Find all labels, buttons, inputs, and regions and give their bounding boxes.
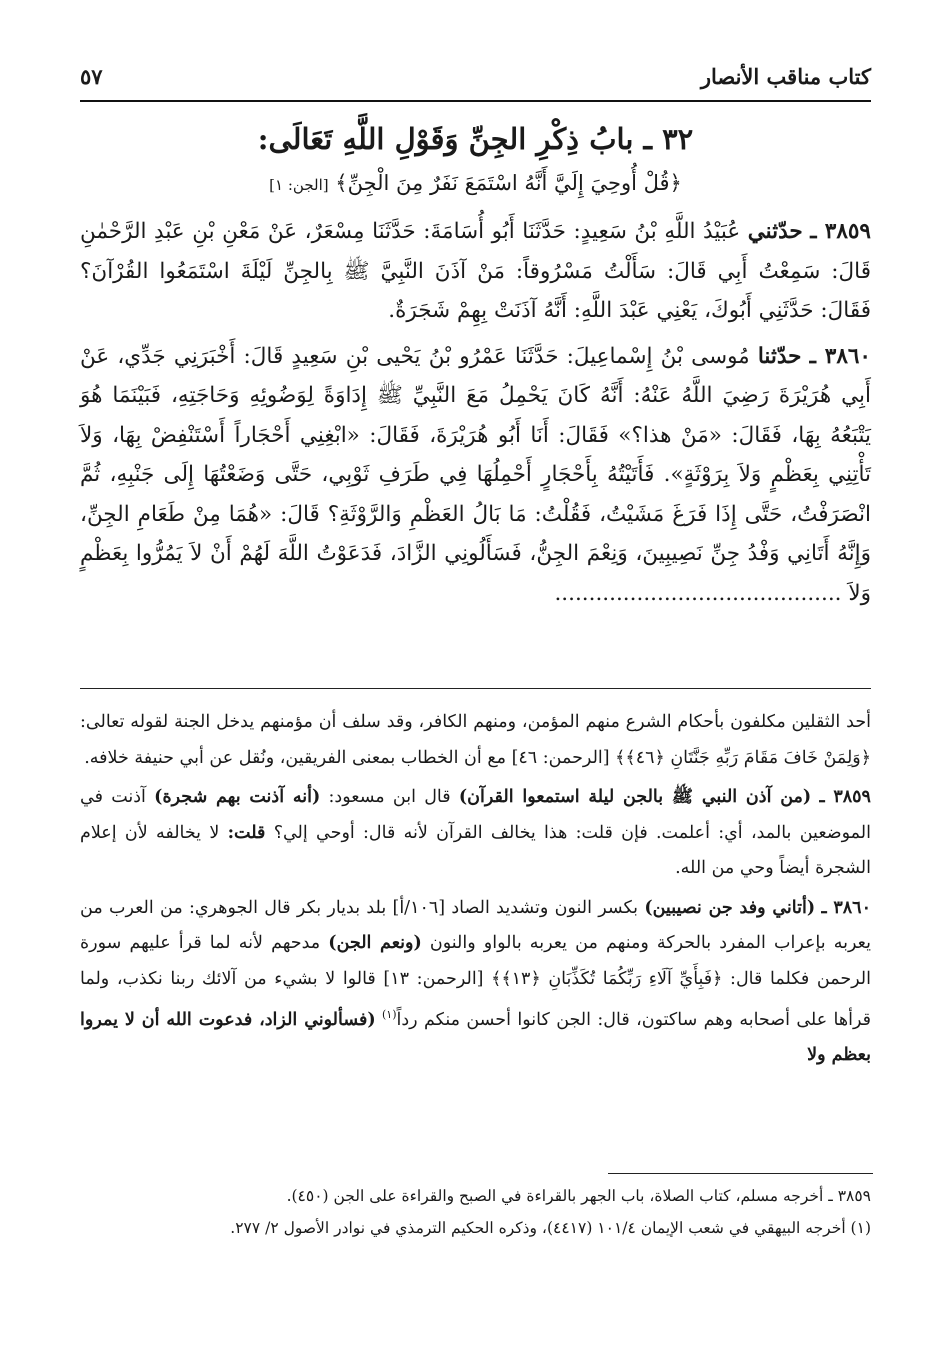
commentary-text: قال ابن مسعود: <box>328 787 451 807</box>
hadith-number: ٣٨٦٠ ـ <box>809 343 871 369</box>
commentary-lemma: (من آذن النبي ﷺ بالجن ليلة استمعوا القرآن) <box>458 787 812 807</box>
hadith-text <box>80 212 871 619</box>
footnote-divider <box>608 1173 873 1174</box>
verse-reference: [الجن: ١] <box>269 176 329 194</box>
commentary-lemma: (ونعم الجن) <box>328 933 422 953</box>
footnote-marker[interactable]: (١) <box>382 1008 397 1021</box>
hadith-opening: حدّثني <box>747 219 803 244</box>
commentary-number: ٣٨٥٩ ـ <box>819 787 871 807</box>
hadith-body: عُبَيْدُ اللَّهِ بْنُ سَعِيدٍ: حَدَّثَنَا أَبُو أُسَامَةَ: حَدَّثَنَا مِسْعَرٌ، عَنْ مَعْنِ بْنِ عَبْدِ الرَّحْمٰنِ قَالَ: سَمِعْتُ أَبِي قَالَ: سَأَلْتُ مَسْرُوقاً: مَنْ آذَنَ النَّبِيَّ ﷺ بِالجِنِّ لَيْلَةَ اسْتَمَعُوا القُرْآنَ؟ فَقَالَ: حَدَّثَنِي أَبُوكَ، يَعْنِي عَبْدَ اللَّهِ: أَنَّهُ آذَنَتْ بِهِمْ شَجَرَةٌ. <box>80 219 871 323</box>
commentary-text: لا يخالفه لأن إعلام الشجرة أيضاً وحي من الله. <box>80 822 871 878</box>
commentary-paragraph <box>80 780 871 887</box>
commentary-text: مدحهم لأنه لما قرأ عليهم سورة الرحمن فكلما قال: ﴿فَبِأَيِّ آلَاءِ رَبِّكُمَا تُكَذِّبَانِ ﴿١٣﴾﴾ [الرحمن: ١٣] قالوا لا بشيء من آلائك ربنا نكذب، ولما قرأها على أصحابه وهم ساكتون، قال: الجن كانوا أحسن منكم رداً <box>80 933 871 1030</box>
commentary-number: ٣٨٦٠ ـ <box>821 897 871 918</box>
chapter-verse <box>80 166 871 202</box>
footnotes <box>80 1180 871 1244</box>
commentary-paragraph <box>80 891 871 1074</box>
hadith-opening: حدّثنا <box>757 343 802 369</box>
hadith-paragraph <box>80 212 871 331</box>
commentary-qult: قلت: <box>227 822 266 843</box>
footnote: (١) أخرجه البيهقي في شعب الإيمان ١٠١/٤ (٤٤١٧)، وذكره الحكيم الترمذي في نوادر الأصول ٢/ ٢٧٧. <box>230 1219 871 1237</box>
commentary-divider <box>80 688 871 689</box>
page-number: ٥٧ <box>80 63 103 89</box>
hadith-number: ٣٨٥٩ ـ <box>810 219 871 244</box>
commentary <box>80 705 871 1078</box>
hadith-paragraph <box>80 337 871 614</box>
footnote: ٣٨٥٩ ـ أخرجه مسلم، كتاب الصلاة، باب الجهر بالقراءة في الصبح والقراءة على الجن (٤٥٠). <box>286 1187 871 1205</box>
commentary-lemma: (فسألوني الزاد، فدعوت الله أن لا يمروا بعظم ولا <box>80 1009 871 1066</box>
hadith-body: مُوسى بْنُ إِسْماعِيلَ: حَدَّثَنَا عَمْرُو بْنُ يَحْيى بْنِ سَعِيدٍ قَالَ: أَخْبَرَنِي جَدِّي، عَنْ أَبِي هُرَيْرَةَ رَضِيَ اللَّهُ عَنْهُ: أَنَّهُ كَانَ يَحْمِلُ مَعَ النَّبِيِّ ﷺ إِدَاوَةً لِوَضُوئِهِ وَحَاجَتِهِ، فَبَيْنَمَا هُوَ يَتْبَعُهُ بِهَا، فَقَالَ: «مَنْ هذا؟» فَقَالَ: أَنَا أَبُو هُرَيْرَةَ، فَقَالَ: «ابْغِنِي أَحْجَاراً أَسْتَنْفِضْ بِهَا، وَلاَ تَأْتِنِي بِعَظْمٍ وَلاَ بِرَوْثَةٍ». فَأَتَيْتُهُ بِأَحْجَارٍ أَحْمِلُهَا فِي طَرَفِ ثَوْبِي، حَتَّى وَضَعْتُهَا إِلَى جَنْبِهِ، ثُمَّ انْصَرَفْتُ، حَتَّى إِذَا فَرَغَ مَشَيْتُ، فَقُلْتُ: مَا بَالُ العَظْمِ وَالرَّوْثَةِ؟ قَالَ: «هُمَا مِنْ طَعَامِ الجِنِّ، وَإِنَّهُ أَتَانِي وَفْدُ جِنِّ نَصِيبِينَ، وَنِعْمَ الجِنُّ، فَسَأَلُونِي الزَّادَ، فَدَعَوْتُ اللَّهَ لَهُمْ أَنْ لاَ يَمُرُّوا بِعَظْمٍ وَلاَ .......................................... <box>80 343 871 606</box>
chapter-title: ٣٢ ـ بابُ ذِكْرِ الجِنِّ وَقَوْلِ اللَّهِ تَعَالَى: <box>257 122 694 156</box>
commentary-text: بكسر النون وتشديد الصاد [١٠٦/أ] بلد بديار بكر قال الجوهري: من العرب من يعربه بإعراب المفرد بالحركة ومنهم من يعربه بالواو والنون <box>80 897 871 953</box>
book-title: كتاب مناقب الأنصار <box>700 63 871 89</box>
verse-text: ﴿قُلْ أُوحِيَ إِلَيَّ أَنَّهُ اسْتَمَعَ نَفَرٌ مِنَ الْجِنِّ﴾ <box>335 171 682 195</box>
commentary-text: آذنت في الموضعين بالمد، أي: أعلمت. فإن قلت: هذا يخالف القرآن لأنه قال: أوحي إلي؟ <box>80 787 871 843</box>
commentary-paragraph: أحد الثقلين مكلفون بأحكام الشرع منهم المؤمن، ومنهم الكافر، وقد سلف أن مؤمنهم يدخل الجنة لقوله تعالى: ﴿وَلِمَنْ خَافَ مَقَامَ رَبِّهِ جَنَّتَانِ ﴿٤٦﴾﴾ [الرحمن: ٤٦] مع أن الخطاب بمعنى الفريقين، ونُقل عن أبي حنيفة خلافه. <box>80 712 871 768</box>
commentary-lemma: (أتاني وفد جن نصيبين) <box>644 897 816 918</box>
commentary-lemma: (أنه آذنت بهم شجرة) <box>154 787 321 807</box>
running-header <box>80 58 871 94</box>
header-divider <box>80 100 871 102</box>
